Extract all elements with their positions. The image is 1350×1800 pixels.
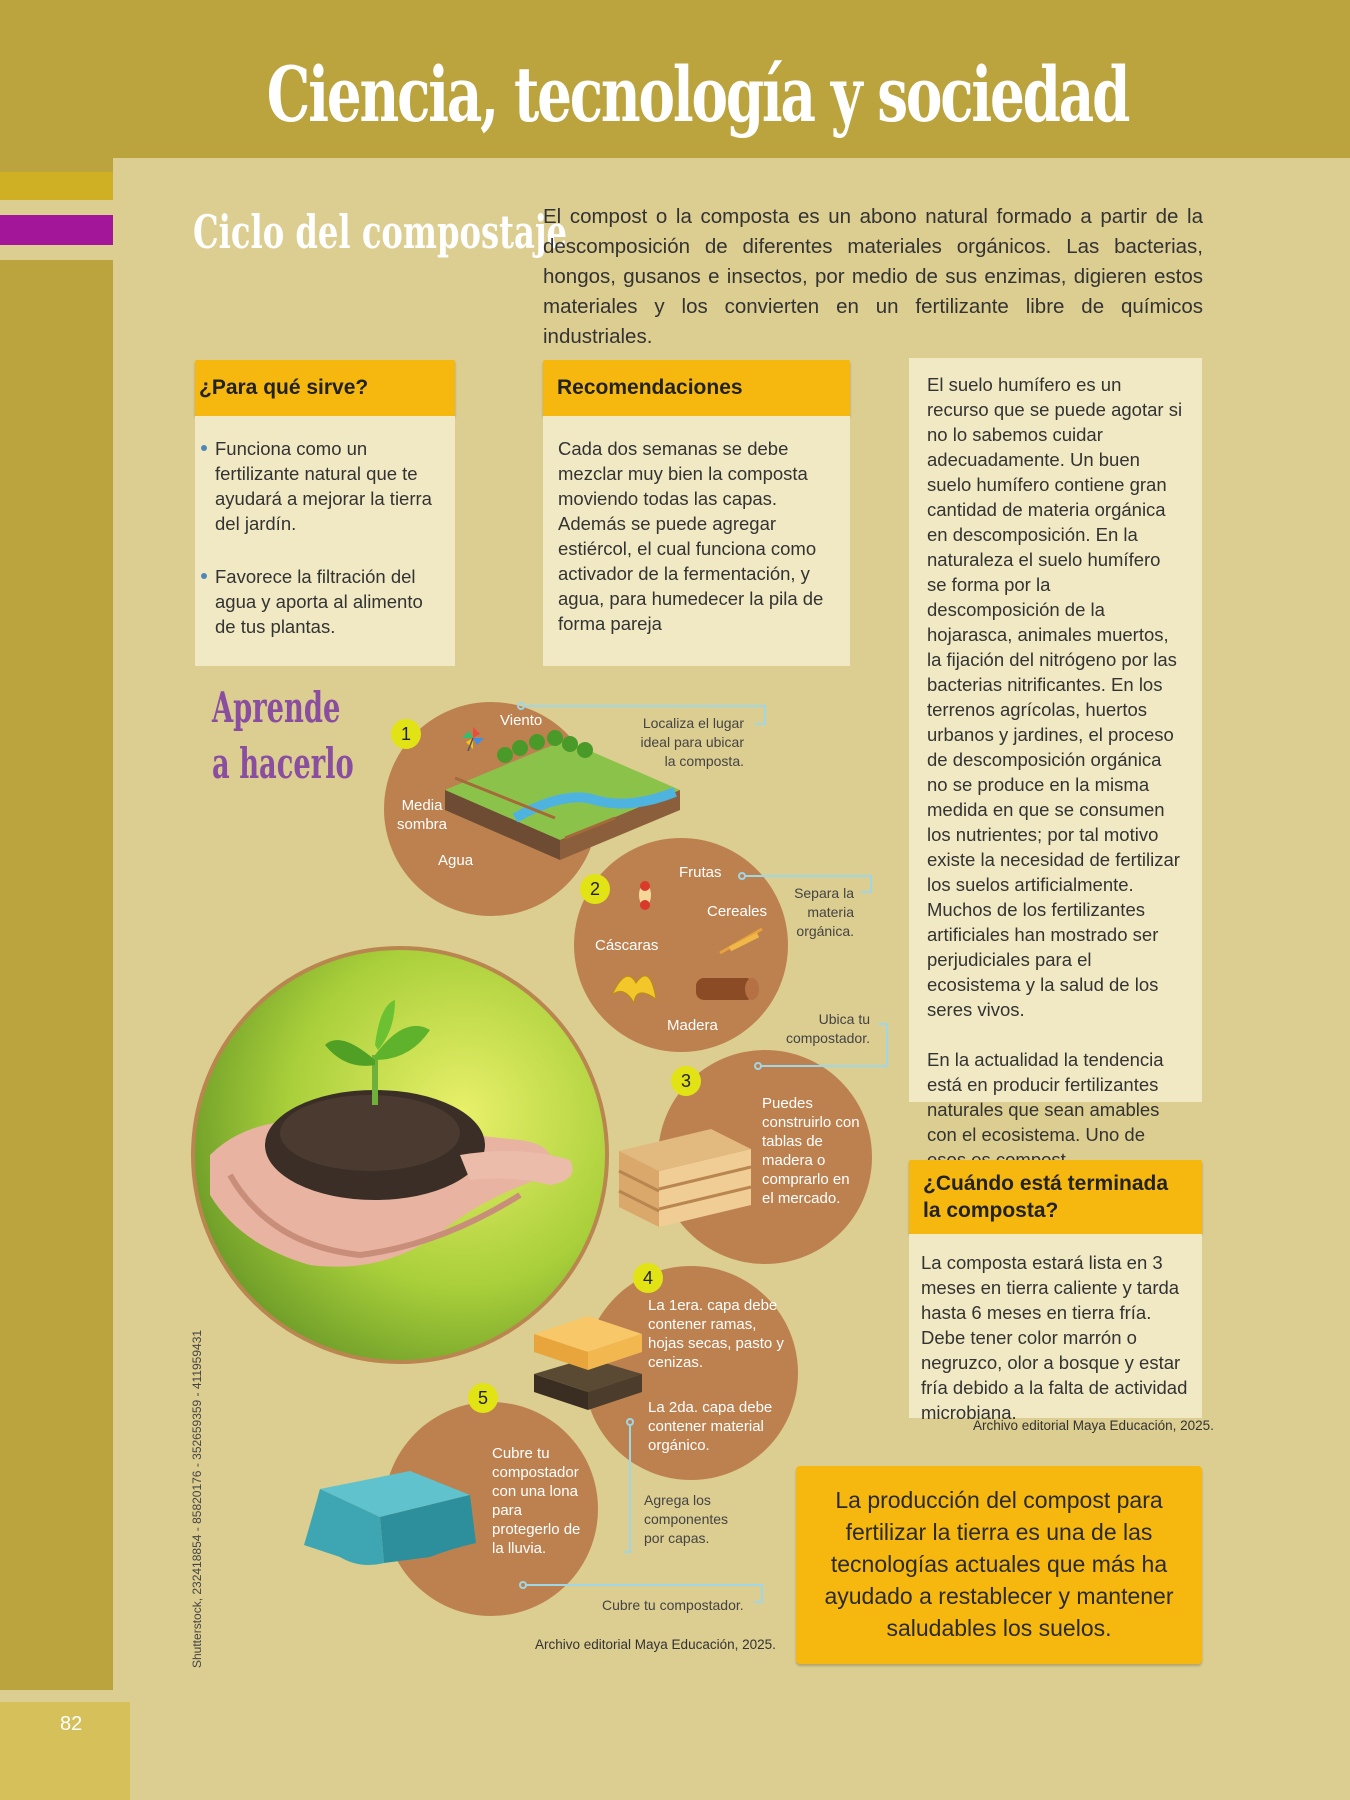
apple-core-icon bbox=[630, 880, 660, 910]
viento-label: Viento bbox=[500, 712, 543, 729]
frutas-label: Frutas bbox=[679, 864, 722, 881]
connector-line bbox=[752, 1020, 892, 1070]
step-3-description: Ubica tu compostador. bbox=[785, 1011, 870, 1046]
list-item bbox=[215, 436, 441, 536]
agua-label: Agua bbox=[438, 852, 474, 869]
cereales-label: Cereales bbox=[707, 903, 768, 920]
step-5-number: 5 bbox=[468, 1383, 498, 1413]
suelo-paragraph-1: El suelo humífero es un recurso que se puede agotar si no lo sabemos cuidar adecuadamente. Un buen suelo humífero contiene gran cantidad de materia orgánica en descomposición. En la naturaleza el suelo humífero se forma por la descomposición de la hojarasca, animales muertos, la fijación del nitrógeno por las bacterias nitrificantes. En los terrenos agrícolas, huertos urbanos y jardines, el proceso de descomposición orgánica no se produce en la misma medida en que se consumen los nutrientes; por tal motivo existe la necesidad de fertilizar los suelos artificialmente. Muchos de los fertilizantes artificiales han mostrado ser perjudiciales para el ecosistema y la salud de los seres vivos. bbox=[927, 374, 1183, 1020]
step-5-text: Cubre tu compostador con una lona para protegerlo de la lluvia. bbox=[492, 1445, 581, 1557]
step-3-number: 3 bbox=[671, 1066, 701, 1096]
wooden-crate bbox=[615, 1125, 755, 1230]
banana-peel-icon bbox=[606, 955, 662, 1007]
page-number: 82 bbox=[60, 1713, 83, 1735]
divider bbox=[0, 245, 113, 260]
step-3-text: Puedes construirlo con tablas de madera o comprarlo en el mercado. bbox=[762, 1095, 860, 1207]
step-2-description: Separa la materia orgánica. bbox=[794, 885, 854, 939]
cuando-box bbox=[909, 1160, 1202, 1423]
tarp-covered-table bbox=[300, 1465, 480, 1575]
bullet-icon bbox=[201, 573, 207, 579]
step-5-description: Cubre tu compostador. bbox=[602, 1597, 744, 1613]
step-2-number: 2 bbox=[580, 874, 610, 904]
step-1-number: 1 bbox=[391, 719, 421, 749]
hands-soil-photo bbox=[190, 945, 610, 1365]
intro-paragraph: El compost o la composta es un abono natural formado a partir de la descomposición de diferentes materiales orgánicos. Las bacterias, hongos, gusanos e insectos, por medio de sus enzimas, digieren estos materiales y los convierten en un fertilizante libre de químicos industriales. bbox=[543, 205, 1203, 348]
cuando-body: La composta estará lista en 3 meses en tierra caliente y tarda hasta 6 meses en tierra fría. Debe tener color marrón o negruzco, olor a bosque y estar fría debido a la falta de actividad microbiana. bbox=[909, 1234, 1202, 1418]
recomendaciones-heading: Recomendaciones bbox=[543, 360, 850, 416]
credit-bottom: Archivo editorial Maya Educación, 2025. bbox=[535, 1637, 776, 1652]
wheat-icon bbox=[718, 925, 764, 955]
bullet-icon bbox=[201, 445, 207, 451]
media-sombra-label: Media sombra bbox=[396, 797, 448, 833]
magenta-stripe bbox=[0, 215, 113, 245]
connector-line bbox=[622, 1418, 638, 1554]
suelo-paragraph-2: En la actualidad la tendencia está en producir fertilizantes naturales que sean amables con el ecosistema. Uno de bbox=[927, 1049, 1164, 1145]
para-que-body bbox=[195, 416, 455, 666]
conclusion-box bbox=[796, 1466, 1202, 1664]
credit-right: Archivo editorial Maya Educación, 2025. bbox=[973, 1418, 1214, 1433]
bullet-text: Funciona como un fertilizante natural que te ayudará a mejorar la tierra del jardín. bbox=[215, 438, 432, 534]
para-que-list bbox=[215, 436, 441, 639]
yellow-stripe bbox=[0, 172, 113, 200]
aprende-line-1: Aprende bbox=[212, 683, 341, 732]
pinwheel-icon bbox=[460, 725, 486, 751]
compost-layers bbox=[530, 1312, 645, 1412]
connector-line bbox=[736, 870, 876, 900]
step-1-description: Localiza el lugar ideal para ubicar la composta. bbox=[640, 715, 744, 769]
conclusion-text: La producción del compost para fertilizar la tierra es una de las tecnologías actuales que más ha ayudado a restablecer y mantener saludables los suelos. bbox=[824, 1487, 1174, 1641]
left-margin-bar bbox=[0, 158, 113, 1690]
para-que-heading: ¿Para qué sirve? bbox=[195, 360, 455, 416]
connector-line bbox=[515, 700, 775, 730]
aprende-heading bbox=[212, 680, 354, 792]
cascaras-label: Cáscaras bbox=[595, 937, 659, 954]
step-4-number: 4 bbox=[633, 1263, 663, 1293]
suelo-humifero-text bbox=[909, 358, 1202, 1186]
suelo-humifero-box bbox=[909, 358, 1202, 1145]
para-que-sirve-box bbox=[195, 360, 455, 666]
section-title: Ciclo del compostaje bbox=[193, 205, 567, 259]
recomendaciones-body: Cada dos semanas se debe mezclar muy bien la composta moviendo todas las capas. Además se puede agregar estiércol, el cual funciona como activador de la fermentación, y agua, para humedecer la pila de forma pareja bbox=[543, 416, 850, 666]
page-title: Ciencia, tecnología y sociedad bbox=[266, 50, 1129, 139]
capa-2-label: La 2da. capa debe contener material orgánico. bbox=[648, 1399, 773, 1454]
capa-1-label: La 1era. capa debe contener ramas, hojas secas, pasto y cenizas. bbox=[648, 1297, 784, 1371]
cuando-heading: ¿Cuándo está terminada la composta? bbox=[909, 1160, 1202, 1234]
list-item bbox=[215, 564, 441, 639]
step-4-description: Agrega los componentes por capas. bbox=[644, 1492, 729, 1546]
wood-log-icon bbox=[692, 970, 762, 1006]
connector-line bbox=[518, 1580, 768, 1610]
divider bbox=[0, 200, 113, 215]
aprende-line-2: a hacerlo bbox=[212, 739, 354, 788]
recomendaciones-box bbox=[543, 360, 850, 666]
madera-label: Madera bbox=[667, 1017, 718, 1034]
bullet-text: Favorece la filtración del agua y aporta al alimento de tus plantas. bbox=[215, 566, 423, 637]
photo-credit: Shutterstock, 232418854 - 85820176 - 352659359 - 411959431 bbox=[190, 1329, 204, 1668]
